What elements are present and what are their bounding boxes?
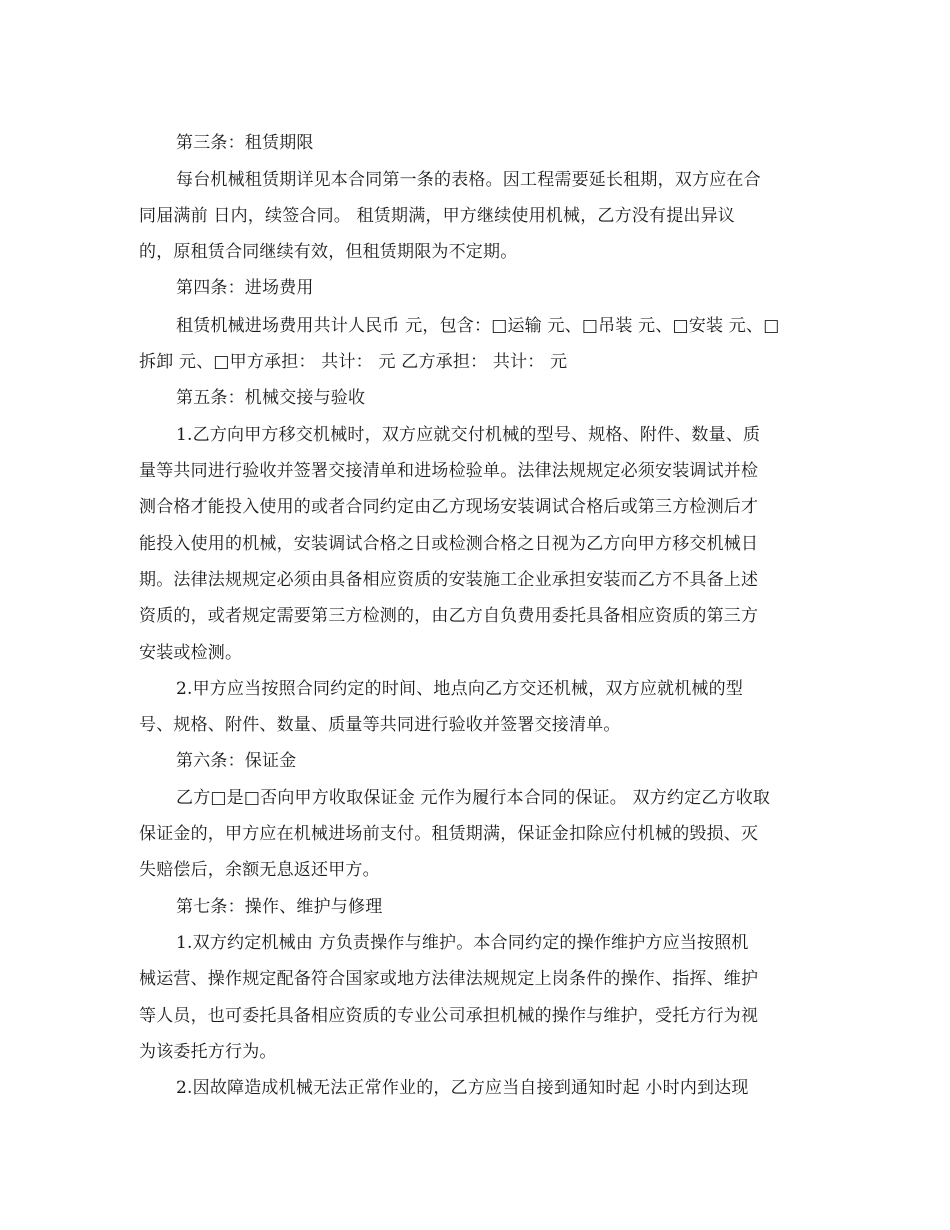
paragraph-line: 1.乙方向甲方移交机械时，双方应就交付机械的型号、规格、附件、数量、质 xyxy=(176,425,761,445)
paragraph-line: 1.双方约定机械由 方负责操作与维护。本合同约定的操作维护方应当按照机 xyxy=(176,933,749,953)
paragraph-line: 租赁机械进场费用共计人民币 元，包含：□运输 元、□吊装 元、□安装 元、□ xyxy=(176,316,780,336)
paragraph-line: 期。法律法规规定必须由具备相应资质的安装施工企业承担安装而乙方不具备上述 xyxy=(139,570,759,590)
paragraph-line: 量等共同进行验收并签署交接清单和进场检验单。法律法规规定必须安装调试并检 xyxy=(139,461,759,481)
paragraph-line: 同届满前 日内，续签合同。 租赁期满，甲方继续使用机械，乙方没有提出异议 xyxy=(139,206,736,226)
paragraph-line: 测合格才能投入使用的或者合同约定由乙方现场安装调试合格后或第三方检测后才 xyxy=(139,497,759,517)
paragraph-line: 乙方□是□否向甲方收取保证金 元作为履行本合同的保证。 双方约定乙方收取 xyxy=(176,788,771,808)
heading-article-4: 第四条：进场费用 xyxy=(176,278,314,298)
heading-article-5: 第五条：机械交接与验收 xyxy=(176,388,366,408)
paragraph-line: 拆卸 元、□甲方承担： 共计： 元 乙方承担： 共计： 元 xyxy=(139,352,568,372)
paragraph-line: 资质的，或者规定需要第三方检测的，由乙方自负费用委托具备相应资质的第三方 xyxy=(139,606,759,626)
paragraph-line: 2.甲方应当按照合同约定的时间、地点向乙方交还机械，双方应就机械的型 xyxy=(176,679,744,699)
paragraph-line: 每台机械租赁期详见本合同第一条的表格。因工程需要延长租期，双方应在合 xyxy=(176,170,761,190)
paragraph-line: 等人员，也可委托具备相应资质的专业公司承担机械的操作与维护，受托方行为视 xyxy=(139,1006,759,1026)
paragraph-line: 2.因故障造成机械无法正常作业的，乙方应当自接到通知时起 小时内到达现 xyxy=(176,1078,749,1098)
paragraph-line: 保证金的，甲方应在机械进场前支付。租赁期满，保证金扣除应付机械的毁损、灭 xyxy=(139,824,759,844)
paragraph-line: 能投入使用的机械，安装调试合格之日或检测合格之日视为乙方向甲方移交机械日 xyxy=(139,534,759,554)
paragraph-line: 号、规格、附件、数量、质量等共同进行验收并签署交接清单。 xyxy=(139,715,621,735)
paragraph-line: 失赔偿后，余额无息返还甲方。 xyxy=(139,860,380,880)
paragraph-line: 安装或检测。 xyxy=(139,643,243,663)
heading-article-3: 第三条：租赁期限 xyxy=(176,133,314,153)
paragraph-line: 的，原租赁合同继续有效，但租赁期限为不定期。 xyxy=(139,242,518,262)
heading-article-7: 第七条：操作、维护与修理 xyxy=(176,897,383,917)
paragraph-line: 械运营、操作规定配备符合国家或地方法律法规规定上岗条件的操作、指挥、维护 xyxy=(139,969,759,989)
paragraph-line: 为该委托方行为。 xyxy=(139,1042,277,1062)
heading-article-6: 第六条：保证金 xyxy=(176,751,297,771)
